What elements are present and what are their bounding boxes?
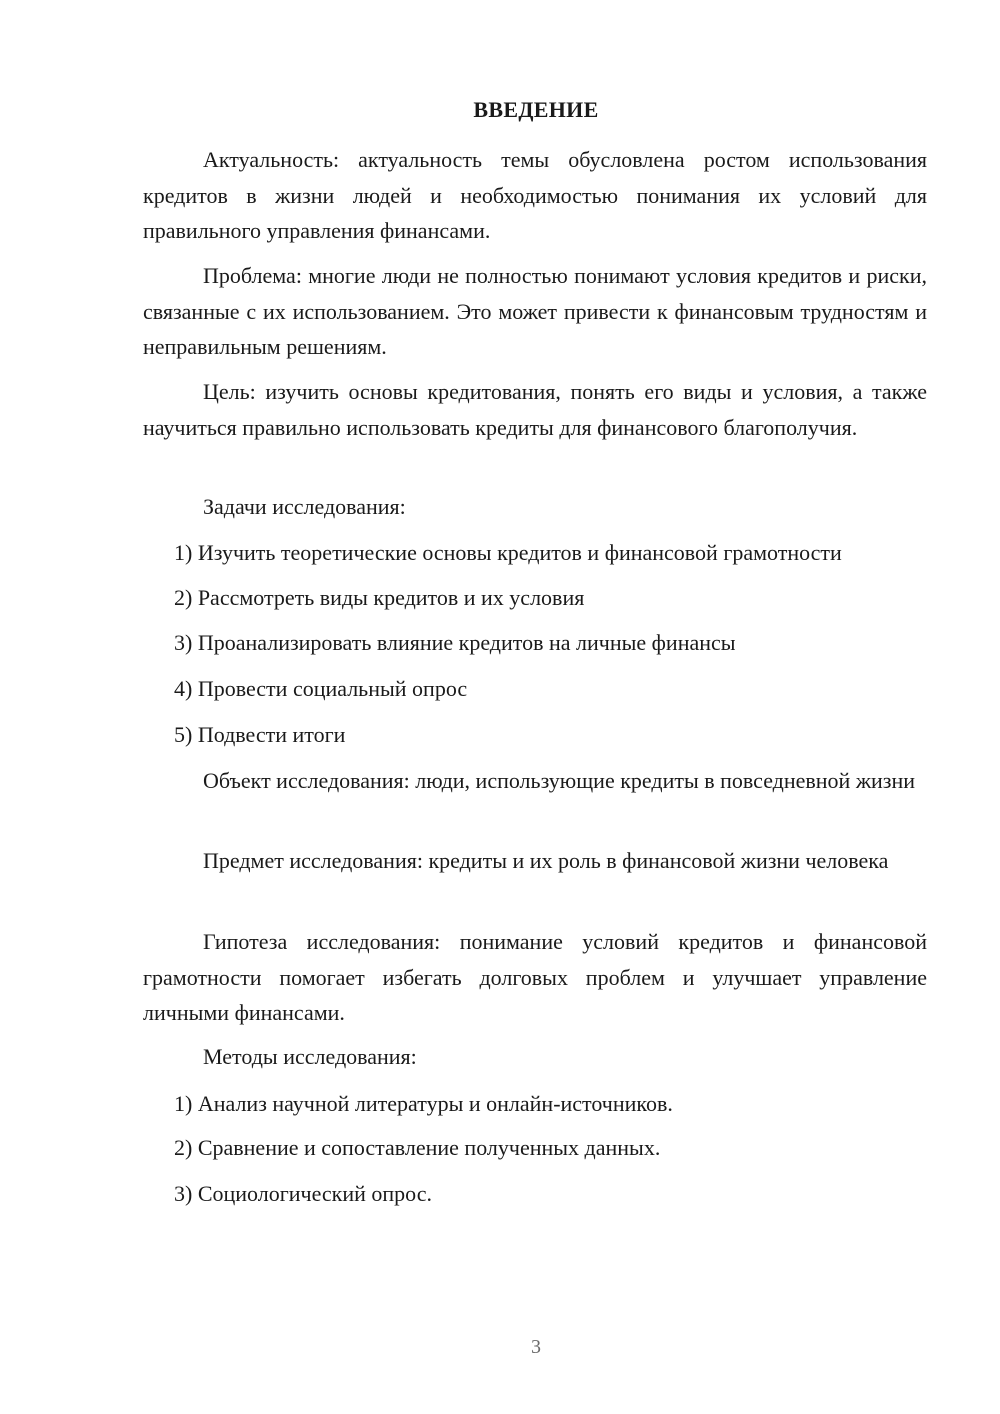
subject-paragraph: Предмет исследования: кредиты и их роль в финансовой жизни человека [203,848,889,873]
problem-paragraph: Проблема: многие люди не полностью понимают условия кредитов и риски, связанные с их использованием. Это может привести к финансовым трудностям и неправильным решениям. [143,263,927,359]
task-item-1: 1) Изучить теоретические основы кредитов и финансовой грамотности [174,540,842,565]
method-item-3: 3) Социологический опрос. [174,1181,432,1206]
task-item-4: 4) Провести социальный опрос [174,676,468,701]
method-item-1: 1) Анализ научной литературы и онлайн-источников. [174,1091,673,1116]
page-number: 3 [531,1336,541,1358]
methods-heading: Методы исследования: [203,1044,417,1069]
section-title: ВВЕДЕНИЕ [473,97,599,122]
task-item-3: 3) Проанализировать влияние кредитов на личные финансы [174,630,736,655]
object-paragraph: Объект исследования: люди, использующие кредиты в повседневной жизни [203,768,916,793]
relevance-paragraph: Актуальность: актуальность темы обусловлена ростом использования кредитов в жизни людей и необходимостью понимания их условий для правильного управления финансами. [143,147,927,243]
tasks-heading: Задачи исследования: [203,494,406,519]
task-item-5: 5) Подвести итоги [174,722,346,747]
task-item-2: 2) Рассмотреть виды кредитов и их условия [174,585,585,610]
method-item-2: 2) Сравнение и сопоставление полученных данных. [174,1135,661,1160]
goal-paragraph: Цель: изучить основы кредитования, понять его виды и условия, а также научиться правильно использовать кредиты для финансового благополучия. [143,379,927,440]
hypothesis-paragraph: Гипотеза исследования: понимание условий кредитов и финансовой грамотности помогает избегать долговых проблем и улучшает управление личными финансами. [143,929,927,1025]
